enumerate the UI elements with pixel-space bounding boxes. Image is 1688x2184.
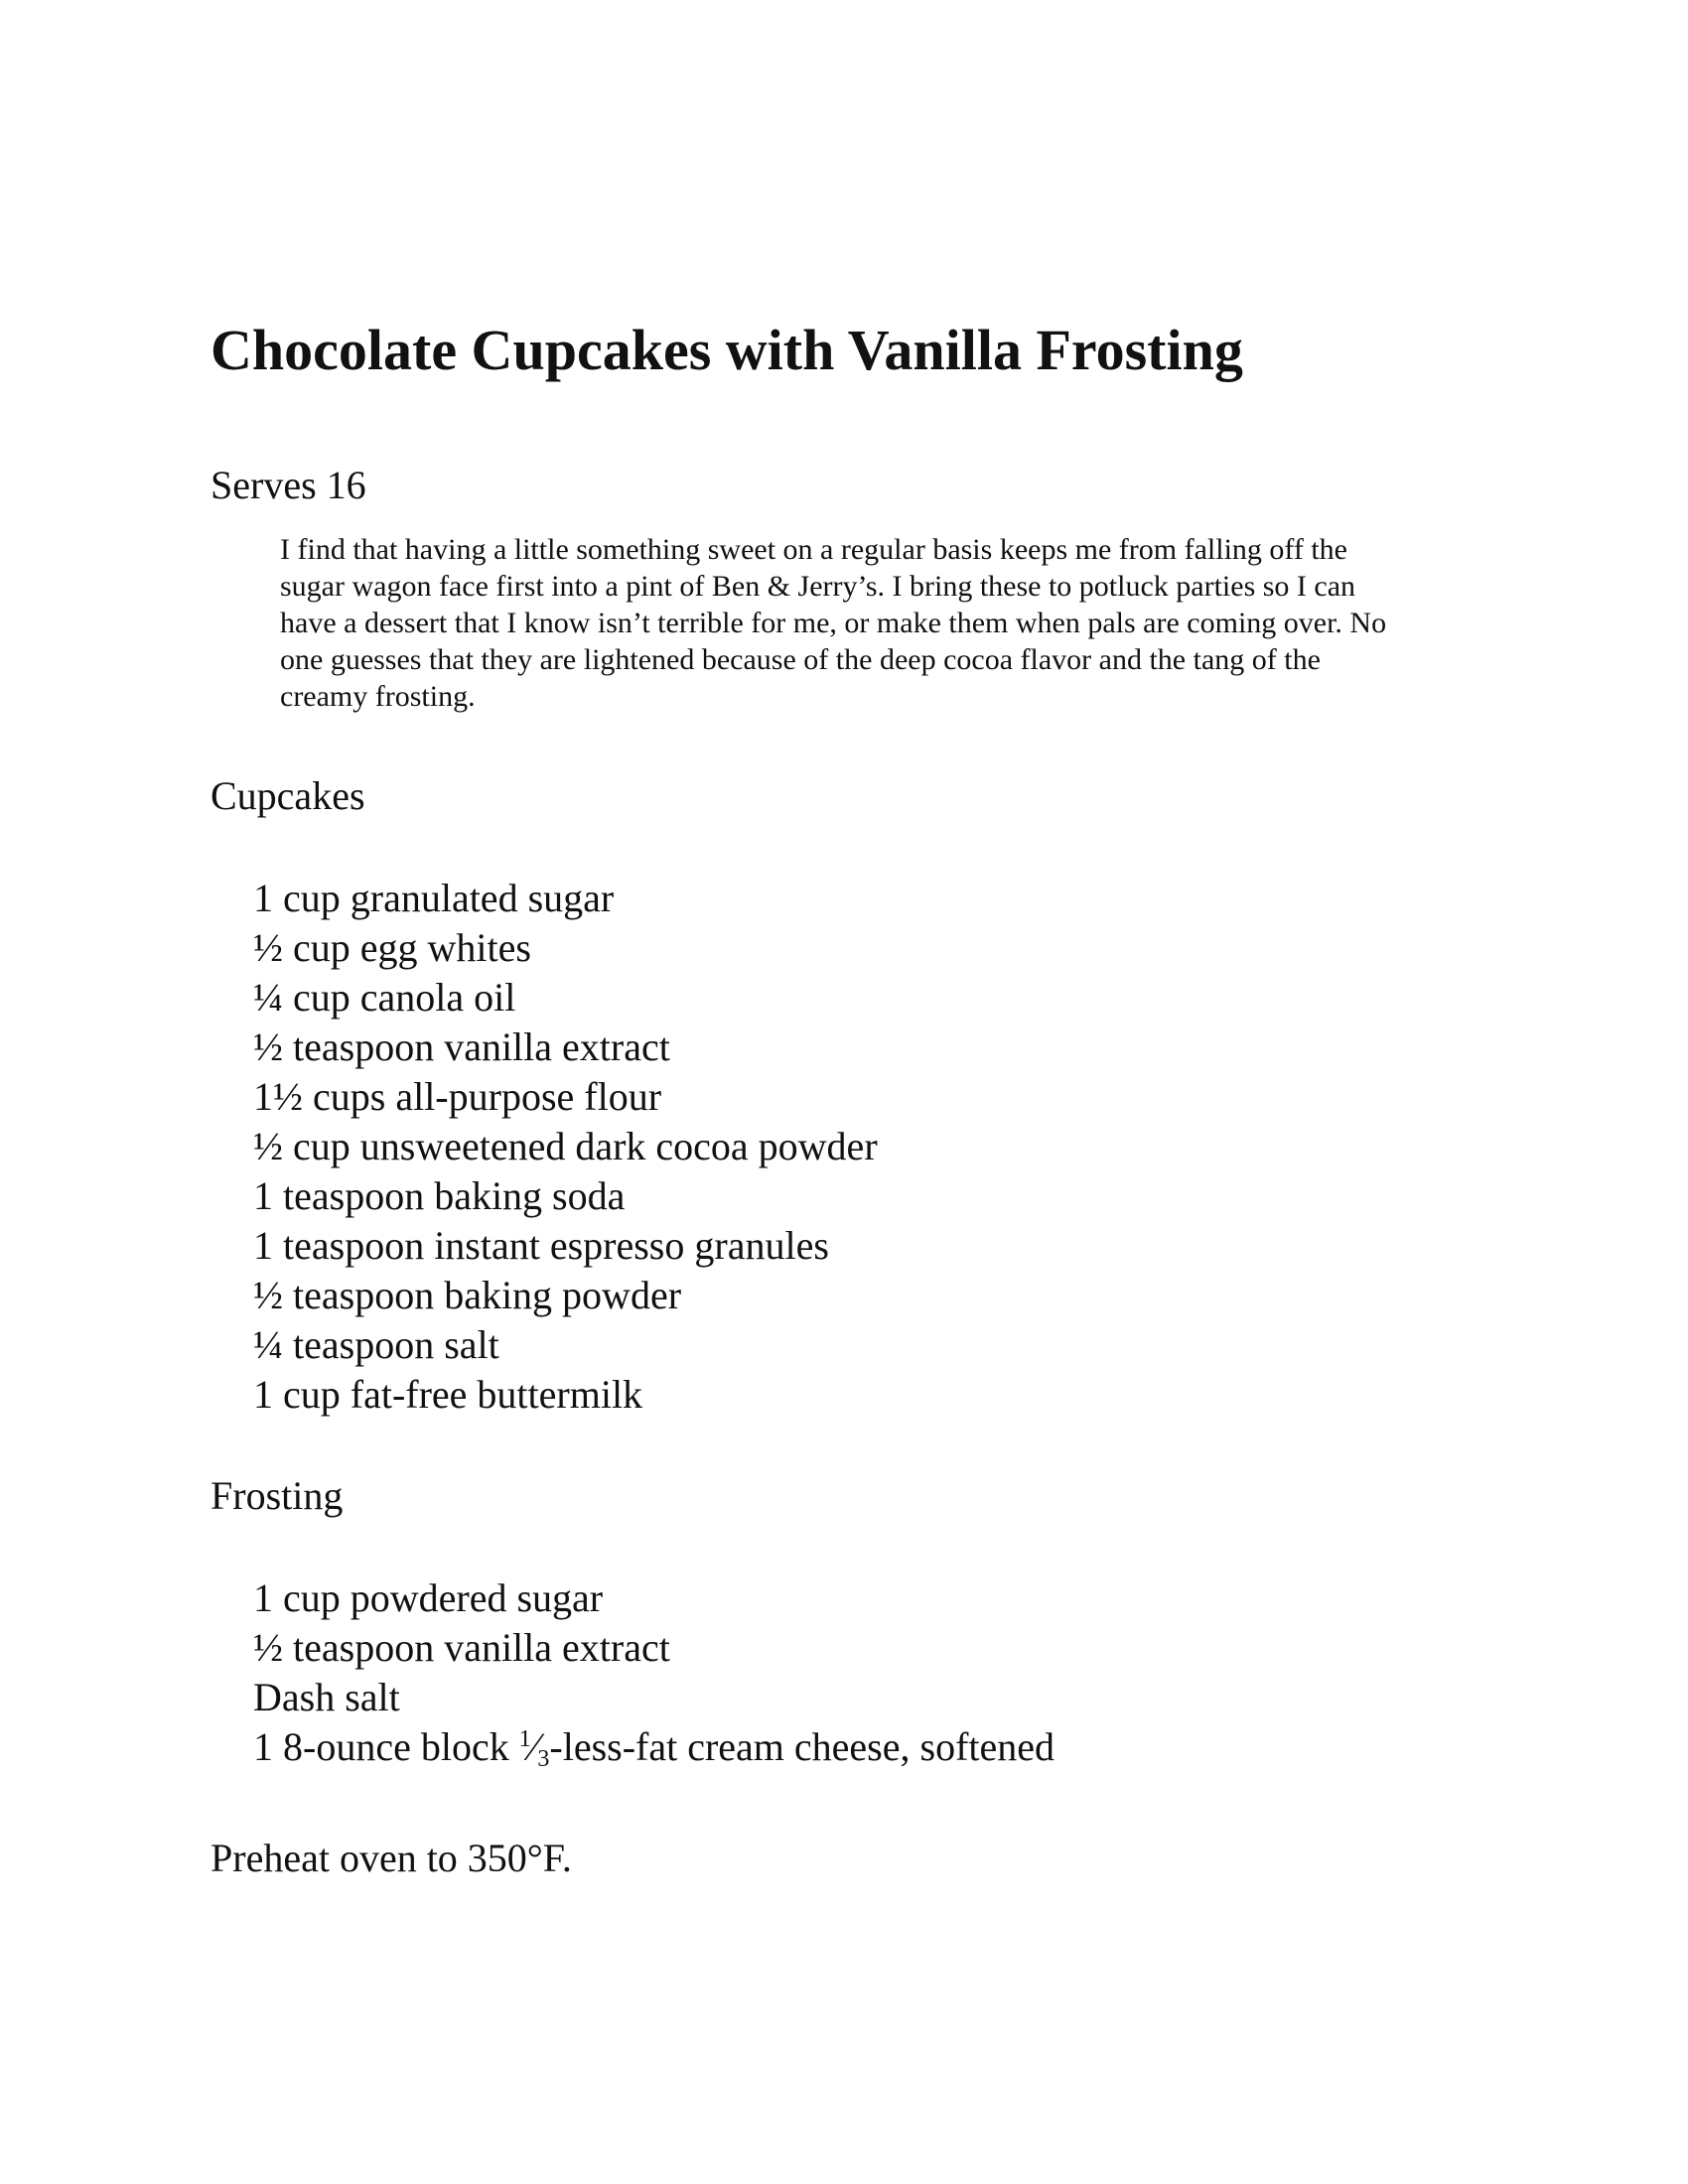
recipe-title: Chocolate Cupcakes with Vanilla Frosting — [211, 318, 1243, 382]
ingredient-item: ½ teaspoon baking powder — [253, 1273, 682, 1317]
ingredient-item: Dash salt — [253, 1675, 400, 1719]
cream-cheese-prefix: 1 8-ounce block — [253, 1724, 519, 1769]
preheat-instruction: Preheat oven to 350°F. — [211, 1836, 572, 1880]
fraction-slash: ⁄ — [530, 1724, 538, 1769]
frosting-ingredient-list — [253, 1573, 1055, 1778]
ingredient-item: 1 cup powdered sugar — [253, 1575, 604, 1620]
ingredient-item: ½ teaspoon vanilla extract — [253, 1024, 670, 1069]
ingredient-item-cream-cheese — [253, 1722, 1055, 1778]
cream-cheese-suffix: -less-fat cream cheese, softened — [549, 1724, 1055, 1769]
cupcakes-ingredient-list — [253, 874, 878, 1420]
ingredient-item: 1 teaspoon instant espresso granules — [253, 1223, 829, 1268]
frosting-heading: Frosting — [211, 1473, 344, 1518]
ingredient-item: 1 cup granulated sugar — [253, 876, 615, 920]
ingredient-item: ¼ cup canola oil — [253, 975, 516, 1020]
fraction-denominator: 3 — [537, 1746, 550, 1772]
ingredient-item: 1 cup fat-free buttermilk — [253, 1372, 643, 1417]
ingredient-item: ¼ teaspoon salt — [253, 1322, 499, 1367]
ingredient-item: ½ teaspoon vanilla extract — [253, 1625, 670, 1670]
one-third-fraction — [518, 1724, 550, 1772]
ingredient-item: ½ cup unsweetened dark cocoa powder — [253, 1124, 878, 1168]
intro-paragraph: I find that having a little something sweet on a regular basis keeps me from falling off the sugar wagon face first into a pint of Ben & Jerry’s. I bring these to potluck parties so I can have a dessert that I know isn’t terrible for me, or make them when pals are coming over. No one guesses that they are lightened because of the deep cocoa flavor and the tang of the creamy frosting. — [280, 533, 1387, 713]
fraction-numerator: 1 — [518, 1726, 531, 1752]
ingredient-item: ½ cup egg whites — [253, 925, 531, 970]
servings-text: Serves 16 — [211, 463, 366, 507]
cupcakes-heading: Cupcakes — [211, 773, 365, 818]
ingredient-item: 1½ cups all-purpose flour — [253, 1074, 662, 1119]
ingredient-item: 1 teaspoon baking soda — [253, 1173, 626, 1218]
